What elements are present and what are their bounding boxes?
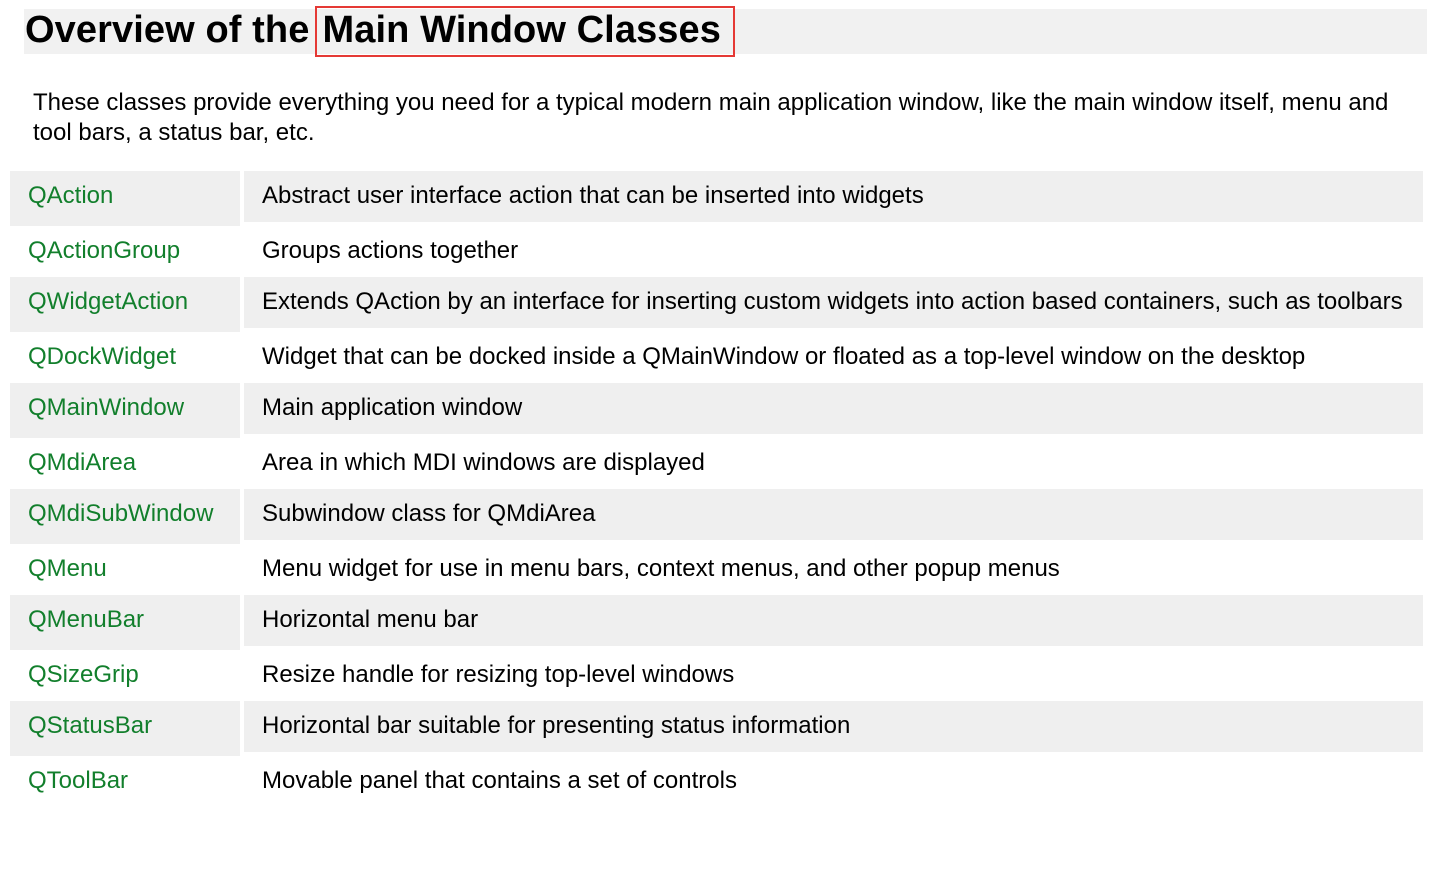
class-name-cell xyxy=(10,650,244,701)
section-title-prefix: Overview of the xyxy=(25,9,310,51)
table-row xyxy=(10,277,1423,332)
class-description: Movable panel that contains a set of controls xyxy=(244,756,1423,807)
class-link[interactable]: QActionGroup xyxy=(28,237,181,264)
table-row xyxy=(10,650,1423,701)
class-link[interactable]: QSizeGrip xyxy=(28,661,139,688)
class-description: Horizontal menu bar xyxy=(244,595,1423,650)
class-description: Horizontal bar suitable for presenting status information xyxy=(244,701,1423,756)
class-description: Extends QAction by an interface for inserting custom widgets into action based containers, such as toolbars xyxy=(244,277,1423,332)
class-name-cell xyxy=(10,595,244,650)
class-description: Main application window xyxy=(244,383,1423,438)
class-name-cell xyxy=(10,171,244,226)
section-intro: These classes provide everything you need for a typical modern main application window, like the main window itself, menu and tool bars, a status bar, etc. xyxy=(33,89,1389,146)
class-link[interactable]: QAction xyxy=(28,182,114,209)
class-name-cell xyxy=(10,544,244,595)
class-name-cell xyxy=(10,332,244,383)
section-title xyxy=(25,6,735,54)
class-link[interactable]: QDockWidget xyxy=(28,343,177,370)
table-row xyxy=(10,171,1423,226)
class-description: Widget that can be docked inside a QMainWindow or floated as a top-level window on the desktop xyxy=(244,332,1423,383)
class-link[interactable]: QMenuBar xyxy=(28,606,145,633)
class-link[interactable]: QMenu xyxy=(28,555,107,582)
class-name-cell xyxy=(10,701,244,756)
class-name-cell xyxy=(10,489,244,544)
class-link[interactable]: QStatusBar xyxy=(28,712,153,739)
table-row xyxy=(10,544,1423,595)
class-name-cell xyxy=(10,383,244,438)
class-link[interactable]: QMdiArea xyxy=(28,449,137,476)
class-description: Subwindow class for QMdiArea xyxy=(244,489,1423,544)
class-name-cell xyxy=(10,277,244,332)
class-description: Menu widget for use in menu bars, context menus, and other popup menus xyxy=(244,544,1423,595)
class-description: Abstract user interface action that can be inserted into widgets xyxy=(244,171,1423,226)
class-link[interactable]: QMainWindow xyxy=(28,394,185,421)
class-description: Groups actions together xyxy=(244,226,1423,277)
table-row xyxy=(10,332,1423,383)
table-row xyxy=(10,756,1423,807)
class-link[interactable]: QWidgetAction xyxy=(28,288,189,315)
class-link[interactable]: QToolBar xyxy=(28,767,129,794)
table-row xyxy=(10,226,1423,277)
table-row xyxy=(10,701,1423,756)
table-row xyxy=(10,438,1423,489)
class-link[interactable]: QMdiSubWindow xyxy=(28,500,214,527)
class-description: Area in which MDI windows are displayed xyxy=(244,438,1423,489)
class-name-cell xyxy=(10,438,244,489)
class-name-cell xyxy=(10,756,244,807)
table-row xyxy=(10,383,1423,438)
section-title-highlight: Main Window Classes xyxy=(315,6,735,57)
classes-table xyxy=(10,171,1423,807)
class-description: Resize handle for resizing top-level windows xyxy=(244,650,1423,701)
table-row xyxy=(10,595,1423,650)
table-row xyxy=(10,489,1423,544)
class-name-cell xyxy=(10,226,244,277)
